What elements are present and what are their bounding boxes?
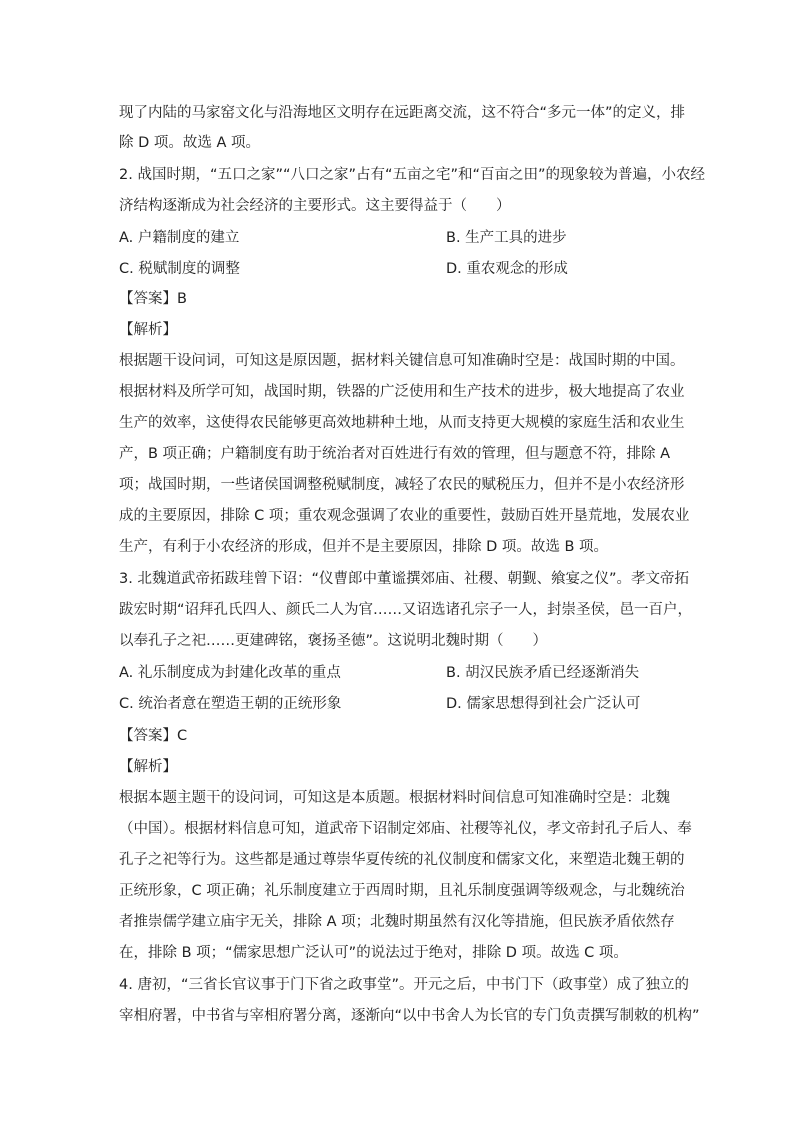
q2-answer: 【答案】B [119, 291, 187, 307]
q3-analysis-text: 者推崇儒学建立庙宇无关，排除 A 项；北魏时期虽然有汉化等措施，但民族矛盾依然存 [119, 914, 675, 930]
q3-analysis-text: 正统形象，C 项正确；礼乐制度建立于西周时期，且礼乐制度强调等级观念，与北魏统治 [119, 883, 685, 899]
question-2-stem: 济结构逐渐成为社会经济的主要形式。这主要得益于（ ） [119, 198, 511, 214]
question-2-stem: 2. 战国时期，“五口之家”“八口之家”占有“五亩之宅”和“百亩之田”的现象较为普遍，小农经 [119, 167, 706, 183]
q3-option-b: B. 胡汉民族矛盾已经逐渐消失 [446, 665, 640, 681]
q2-analysis-text: 项；战国时期，一些诸侯国调整税赋制度，减轻了农民的赋税压力，但并不是小农经济形 [119, 477, 685, 493]
q3-answer: 【答案】C [119, 728, 188, 744]
text-line: 除 D 项。故选 A 项。 [119, 135, 261, 151]
q3-option-a: A. 礼乐制度成为封建化改革的重点 [119, 665, 341, 681]
q2-analysis-heading: 【解析】 [119, 322, 177, 338]
q2-option-b: B. 生产工具的进步 [446, 230, 567, 246]
q3-analysis-heading: 【解析】 [119, 759, 177, 775]
q3-option-c: C. 统治者意在塑造王朝的正统形象 [119, 696, 342, 712]
q2-option-a: A. 户籍制度的建立 [119, 230, 240, 246]
q2-analysis-text: 生产，有利于小农经济的形成，但并不是主要原因，排除 D 项。故选 B 项。 [119, 539, 609, 555]
q2-option-c: C. 税赋制度的调整 [119, 261, 240, 277]
question-3-stem: 以奉孔子之祀……更建碑铭，褒扬圣德”。这说明北魏时期（ ） [119, 633, 548, 649]
text-line: 现了内陆的马家窑文化与沿海地区文明存在远距离交流，这不符合“多元一体”的定义，排 [119, 105, 686, 121]
q3-option-d: D. 儒家思想得到社会广泛认可 [446, 696, 641, 712]
q2-analysis-text: 根据题干设问词，可知这是原因题，据材料关键信息可知准确时空是：战国时期的中国。 [119, 353, 685, 369]
question-4-stem: 宰相府署，中书省与宰相府署分离，逐渐向“以中书舍人为长官的专门负责撰写制敕的机构” [119, 1008, 700, 1024]
question-4-stem: 4. 唐初，“三省长官议事于门下省之政事堂”。开元之后，中书门下（政事堂）成了独立的 [119, 977, 689, 993]
question-3-stem: 3. 北魏道武帝拓跋珪曾下诏：“仪曹郎中董谧撰郊庙、社稷、朝觐、飨宴之仪”。孝文帝拓 [119, 571, 689, 587]
q3-analysis-text: （中国）。根据材料信息可知，道武帝下诏制定郊庙、社稷等礼仪，孝文帝封孔子后人、奉 [119, 821, 692, 837]
q2-analysis-text: 产，B 项正确；户籍制度有助于统治者对百姓进行有效的管理，但与题意不符，排除 A [119, 446, 671, 462]
q3-analysis-text: 在，排除 B 项；“儒家思想广泛认可”的说法过于绝对，排除 D 项。故选 C 项。 [119, 945, 628, 961]
question-3-stem: 跋宏时期“诏拜孔氏四人、颜氏二人为官……又诏选诸孔宗子一人，封崇圣侯，邑一百户， [119, 602, 693, 618]
q3-analysis-text: 根据本题主题干的设问词，可知这是本质题。根据材料时间信息可知准确时空是：北魏 [119, 790, 670, 806]
q2-analysis-text: 根据材料及所学可知，战国时期，铁器的广泛使用和生产技术的进步，极大地提高了农业 [119, 384, 685, 400]
q2-option-d: D. 重农观念的形成 [446, 261, 568, 277]
q3-analysis-text: 孔子之祀等行为。这些都是通过尊崇华夏传统的礼仪制度和儒家文化，来塑造北魏王朝的 [119, 852, 685, 868]
q2-analysis-text: 生产的效率，这使得农民能够更高效地耕种土地，从而支持更大规模的家庭生活和农业生 [119, 415, 685, 431]
q2-analysis-text: 成的主要原因，排除 C 项；重农观念强调了农业的重要性，鼓励百姓开垦荒地，发展农业 [119, 508, 690, 524]
